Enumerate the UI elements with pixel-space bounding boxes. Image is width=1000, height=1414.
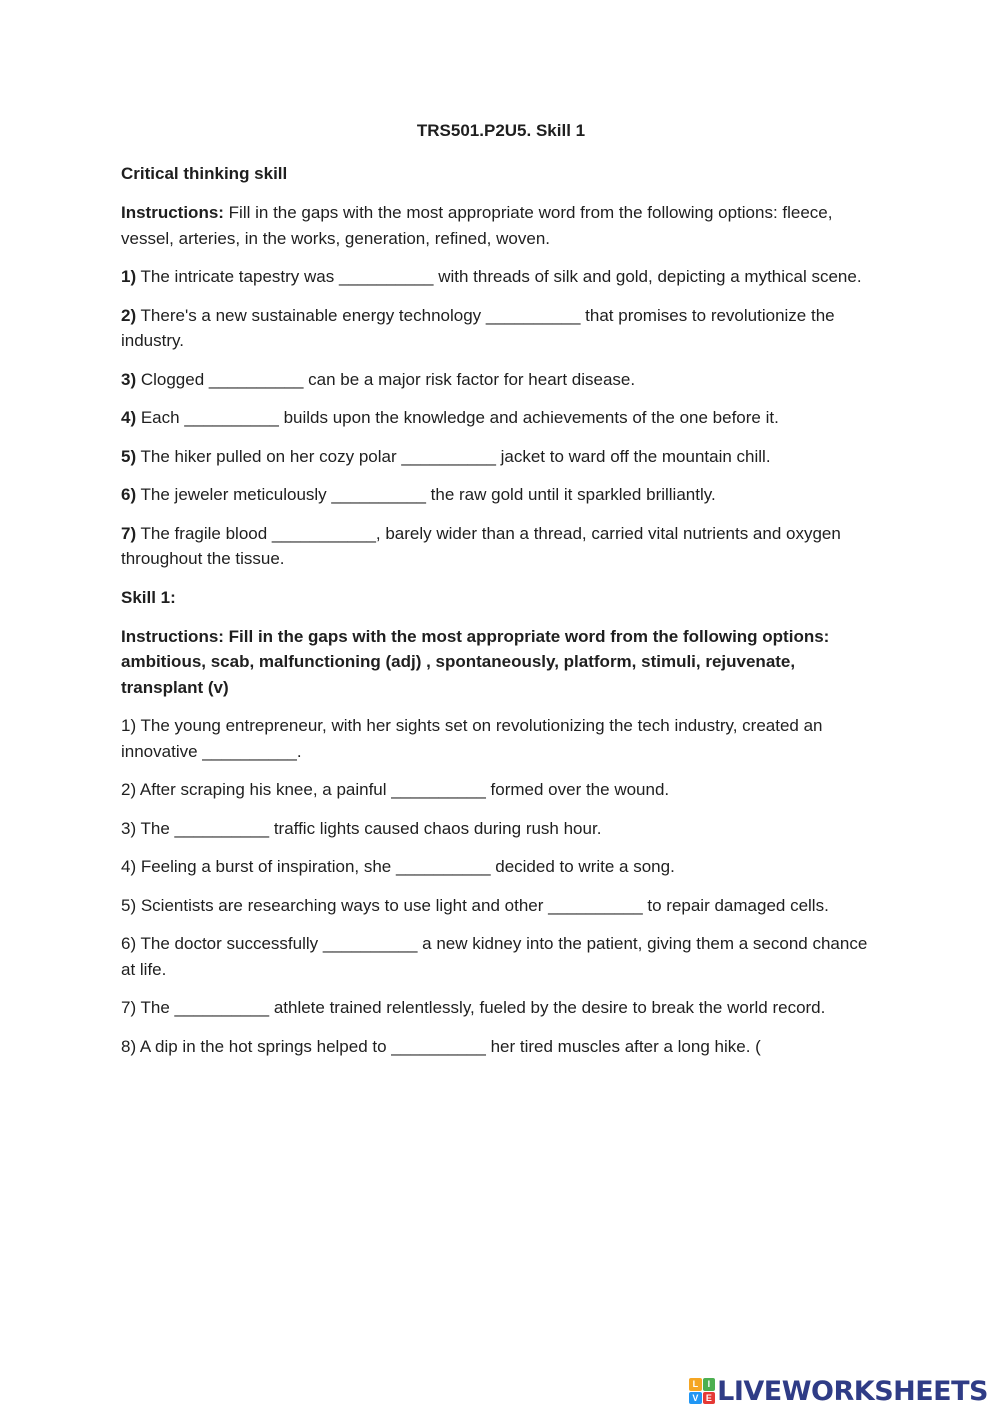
question-item: 4) Feeling a burst of inspiration, she __________ decided to write a song. <box>121 857 675 876</box>
question-item <box>121 521 881 572</box>
question-number: 7) <box>121 523 137 543</box>
question-number: 4) <box>121 408 137 427</box>
question-text: The hiker pulled on her cozy polar __________ jacket to ward off the mountain chill. <box>136 446 771 466</box>
question-item: 3) The __________ traffic lights caused chaos during rush hour. <box>121 818 602 838</box>
instructions-label: Instructions: <box>121 203 224 222</box>
question-item <box>121 444 881 470</box>
question-item <box>121 303 881 354</box>
brand-text: LIVEWORKSHEETS <box>717 1375 988 1407</box>
liveworksheets-logo <box>689 1374 988 1408</box>
question-item: 8) A dip in the hot springs helped to __________ her tired muscles after a long hike. ( <box>121 1036 761 1056</box>
question-text: The intricate tapestry was __________ with threads of silk and gold, depicting a mythical scene. <box>136 267 862 286</box>
question-number: 2) <box>121 305 137 325</box>
question-item: 6) The doctor successfully __________ a new kidney into the patient, giving them a second chance at life. <box>121 934 868 979</box>
brand-mark-e: E <box>703 1392 716 1405</box>
question-item <box>121 482 881 508</box>
brand-mark-icon <box>689 1378 715 1404</box>
worksheet-page <box>121 118 881 1072</box>
section2-heading: Skill 1: <box>121 587 176 607</box>
question-item <box>121 367 881 393</box>
question-item: 1) The young entrepreneur, with her sights set on revolutionizing the tech industry, created an innovative __________. <box>121 716 823 761</box>
question-text: The jeweler meticulously __________ the raw gold until it sparkled brilliantly. <box>136 485 716 504</box>
brand-mark-l: L <box>689 1378 702 1391</box>
question-item <box>121 264 881 290</box>
question-text: The fragile blood ___________, barely wider than a thread, carried vital nutrients and oxygen throughout the tissue. <box>121 523 841 568</box>
brand-mark-v: V <box>689 1392 702 1405</box>
section1-instructions <box>121 200 881 251</box>
instructions-text: Fill in the gaps with the most appropriate word from the following options: fleece, vessel, arteries, in the works, generation, refined, woven. <box>121 203 833 248</box>
section1-heading: Critical thinking skill <box>121 164 288 183</box>
question-number: 1) <box>121 267 137 286</box>
question-item: 5) Scientists are researching ways to use light and other __________ to repair damaged cells. <box>121 895 829 915</box>
question-number: 5) <box>121 446 137 466</box>
brand-mark-i: I <box>703 1378 716 1391</box>
question-text: Each __________ builds upon the knowledge and achievements of the one before it. <box>136 408 779 427</box>
page-title: TRS501.P2U5. Skill 1 <box>416 121 586 140</box>
question-item: 2) After scraping his knee, a painful __________ formed over the wound. <box>121 780 670 799</box>
question-item: 7) The __________ athlete trained relentlessly, fueled by the desire to break the world record. <box>121 998 826 1017</box>
question-text: Clogged __________ can be a major risk factor for heart disease. <box>136 369 636 389</box>
section2-instructions: Instructions: Fill in the gaps with the most appropriate word from the following options: ambitious, scab, malfunctioning (adj) , spontaneously, platform, stimuli, rejuvenate, transplant (v) <box>121 626 830 697</box>
question-text: There's a new sustainable energy technology __________ that promises to revolutionize the industry. <box>121 305 835 350</box>
question-number: 3) <box>121 369 137 389</box>
question-item <box>121 405 881 431</box>
question-number: 6) <box>121 485 137 504</box>
